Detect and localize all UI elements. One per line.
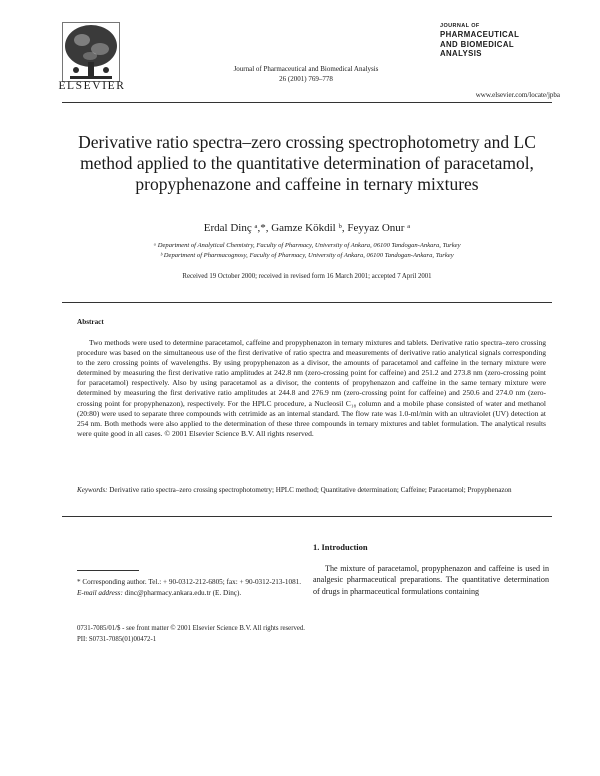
journal-citation-volume: 26 (2001) 769–778 bbox=[279, 75, 333, 83]
email-line bbox=[77, 588, 313, 599]
journal-url[interactable]: www.elsevier.com/locate/jpba bbox=[475, 91, 560, 99]
author-list: Erdal Dinç ᵃ,*, Gamze Kökdil ᵇ, Feyyaz Onur ᵃ bbox=[203, 222, 411, 234]
affiliation-b: ᵇ Department of Pharmacognosy, Faculty of Pharmacy, University of Ankara, 06100 Tandogan-Ankara, Turkey bbox=[160, 252, 454, 259]
journal-citation bbox=[150, 64, 462, 84]
front-matter-pii: PII: S0731-7085(01)00472-1 bbox=[77, 635, 157, 643]
front-matter bbox=[77, 624, 457, 645]
abstract-text: Two methods were used to determine paracetamol, caffeine and propyphenazon in ternary mixtures and tablets. Derivative ratio spectra–zero crossing procedure was based on the simultaneous use of the first derivative of ratio spectra and measurements of derivative ratio analytical signals corresponding to the zero crossing points of wavelengths. By using propyphenazon as a divisor, the amounts of paracetamol and caffeine in the ternary mixture were determined by measuring the first derivative ratio amplitudes at 242.8 nm (zero-crossing point for caffeine) and 251.2 and 273.8 nm (zero-crossing point for paracetamol) respectively. Also by using paracetamol as a divisor, the contents of propyhenazon and caffeine in the same ternary mixture were determined by measuring the first derivative ratio amplitudes at 244.8 and 276.9 nm (zero-crossing point for caffeine) and 250.6 and 274.0 nm (zero-crossing point for propyphenazon), respectively. For the HPLC procedure, a Nucleosil C₁₈ column and a mobile phase consisted of water and methanol (20:80) were used to separate three compounds with cetrimide as an internal standard. The flow rate was 1.0-ml/min with an ultraviolet (UV) detection at 254 nm. Both methods were also applied to the determination of these three compounds in ternary mixtures and tablet formulation. The analytical results were quite good in all cases. © 2001 Elsevier Science B.V. All rights reserved. bbox=[77, 338, 546, 438]
email-label: E-mail address: bbox=[77, 588, 123, 597]
publisher-name: ELSEVIER bbox=[58, 80, 126, 92]
abstract-heading: Abstract bbox=[77, 318, 104, 326]
journal-brand-line4: ANALYSIS bbox=[440, 49, 482, 58]
corresponding-author: * Corresponding author. Tel.: + 90-0312-212-6805; fax: + 90-0312-213-1081. bbox=[77, 578, 302, 586]
keywords-label: Keywords: bbox=[77, 486, 108, 494]
abstract-top-divider bbox=[62, 302, 552, 303]
footnote-divider bbox=[77, 570, 139, 571]
affiliation-a: ᵃ Department of Analytical Chemistry, Faculty of Pharmacy, University of Ankara, 06100 Tandogan-Ankara, Turkey bbox=[153, 242, 461, 249]
header-divider bbox=[62, 102, 552, 103]
keywords bbox=[77, 485, 546, 496]
email-address[interactable]: dinc@pharmacy.ankara.edu.tr (E. Dinç). bbox=[124, 588, 242, 597]
section-heading-introduction: 1. Introduction bbox=[313, 542, 368, 552]
journal-brand bbox=[440, 23, 558, 59]
article-title: Derivative ratio spectra–zero crossing spectrophotometry and LC method applied to the quantitative determination of paracetamol, propyphenazone and caffeine in ternary mixtures bbox=[78, 132, 536, 194]
elsevier-tree-logo bbox=[62, 22, 120, 82]
introduction-text: The mixture of paracetamol, propyphenazon and caffeine is used in analgesic pharmaceutical preparations. The quantitative determination of drugs in pharmaceutical formulations containing bbox=[313, 564, 549, 596]
journal-citation-name: Journal of Pharmaceutical and Biomedical Analysis bbox=[233, 65, 379, 73]
keywords-text: Derivative ratio spectra–zero crossing spectrophotometry; HPLC method; Quantitative determination; Caffeine; Paracetamol; Propyphenazon bbox=[109, 486, 512, 494]
journal-brand-line2: PHARMACEUTICAL bbox=[440, 30, 520, 39]
abstract-bottom-divider bbox=[62, 516, 552, 517]
journal-brand-line3: AND BIOMEDICAL bbox=[440, 39, 515, 49]
footnote bbox=[77, 577, 313, 598]
received-dates: Received 19 October 2000; received in revised form 16 March 2001; accepted 7 April 2001 bbox=[182, 273, 432, 280]
journal-brand-line1: JOURNAL OF bbox=[440, 23, 480, 29]
front-matter-copyright: 0731-7085/01/$ - see front matter © 2001 Elsevier Science B.V. All rights reserved. bbox=[77, 625, 305, 632]
